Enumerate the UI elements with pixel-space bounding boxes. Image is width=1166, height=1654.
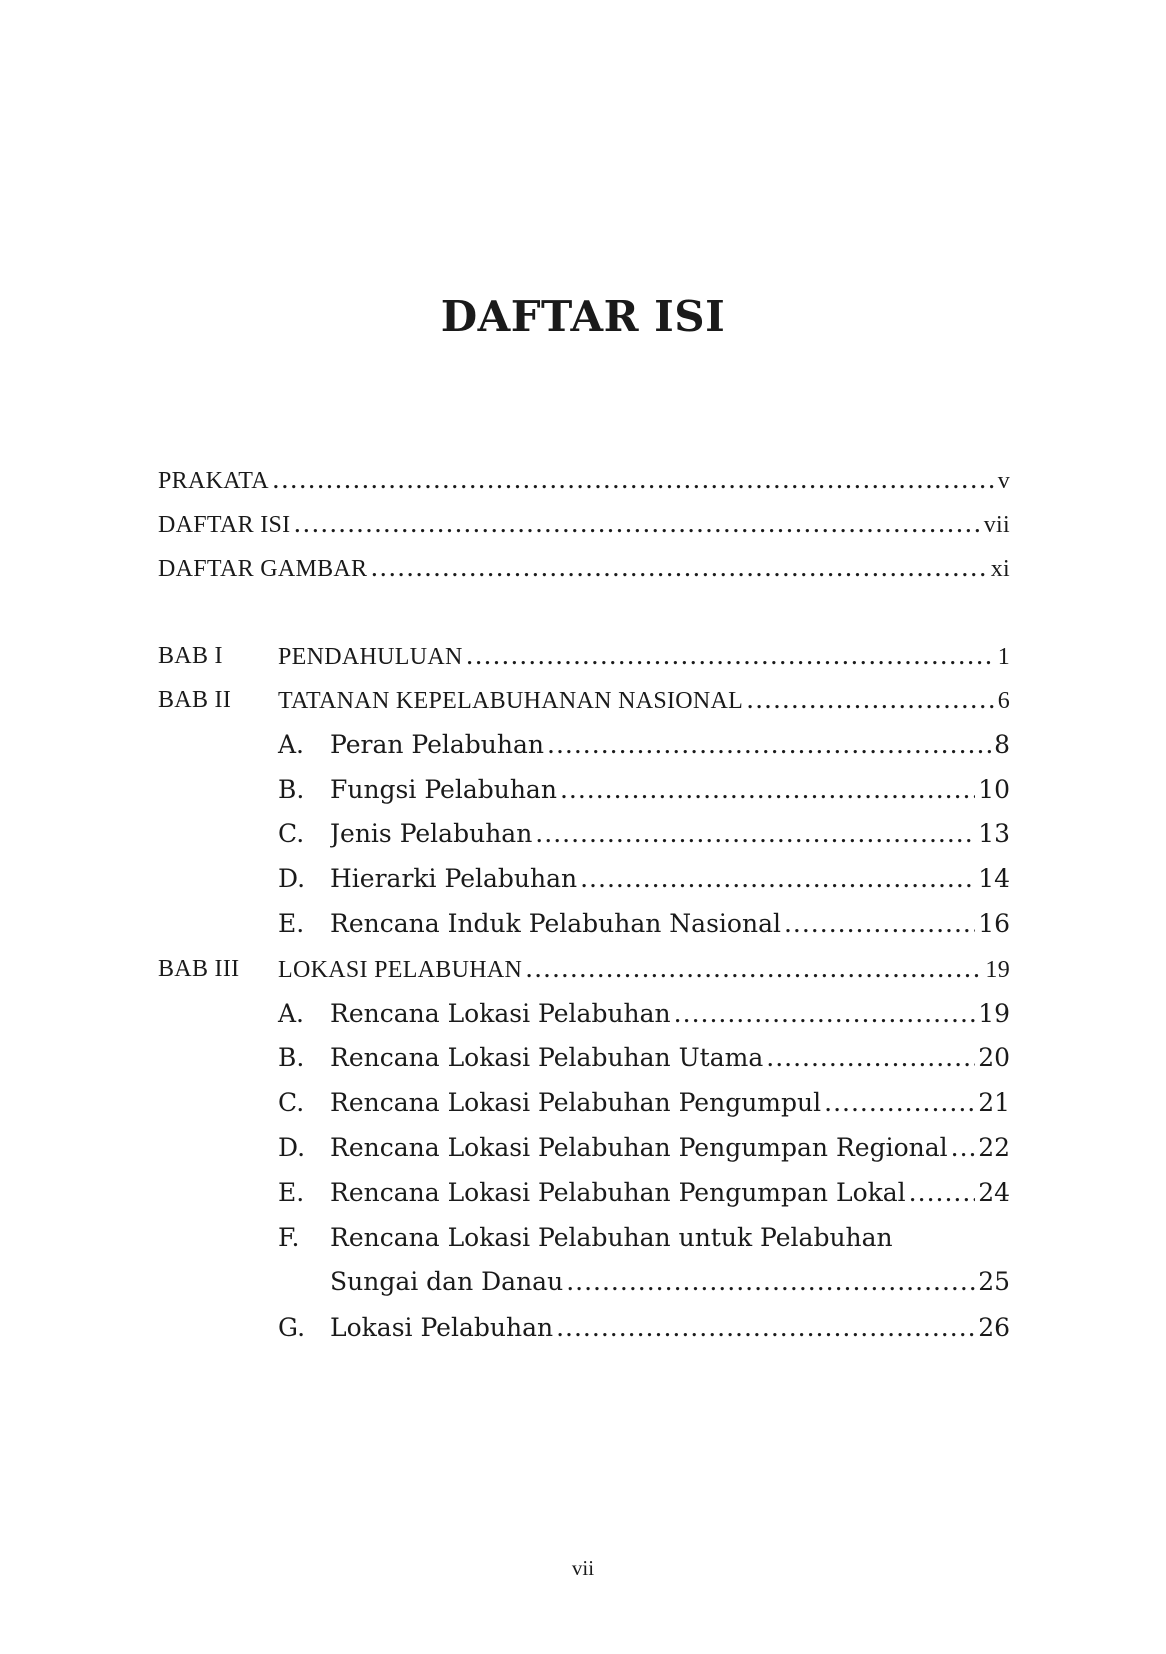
chapter-title: LOKASI PELABUHAN	[278, 957, 523, 983]
toc-section[interactable]	[158, 1173, 1010, 1213]
section-page: 8	[994, 730, 1010, 759]
dot-leader	[370, 548, 987, 588]
chapter-page: 6	[997, 688, 1010, 714]
section-title: Rencana Lokasi Pelabuhan Pengumpan Lokal	[330, 1178, 906, 1207]
section-title: Rencana Induk Pelabuhan Nasional	[330, 909, 781, 938]
toc-chapter-bab-i[interactable]	[158, 636, 1010, 676]
toc-section[interactable]	[158, 1128, 1010, 1168]
section-page: 13	[978, 819, 1010, 848]
section-page: 25	[978, 1267, 1010, 1296]
dot-leader	[766, 1038, 975, 1078]
section-letter: F.	[278, 1223, 300, 1252]
toc-section[interactable]	[158, 814, 1010, 854]
dot-leader	[566, 1262, 975, 1302]
toc-section[interactable]	[158, 1308, 1010, 1348]
toc-chapter-bab-iii[interactable]	[158, 949, 1010, 989]
section-title: Rencana Lokasi Pelabuhan Pengumpan Regional	[330, 1133, 948, 1162]
section-title: Jenis Pelabuhan	[330, 819, 533, 848]
dot-leader	[293, 504, 980, 544]
section-title: Hierarki Pelabuhan	[330, 864, 578, 893]
toc-entry-title: DAFTAR GAMBAR	[158, 556, 368, 582]
section-page: 22	[978, 1133, 1010, 1162]
toc-entry-page: xi	[990, 556, 1010, 582]
toc-entry-page: vii	[983, 512, 1010, 538]
dot-leader	[547, 725, 991, 765]
chapter-page: 1	[997, 644, 1010, 670]
section-title: Rencana Lokasi Pelabuhan untuk Pelabuhan	[330, 1223, 893, 1252]
section-page: 26	[978, 1313, 1010, 1342]
section-page: 16	[978, 909, 1010, 938]
chapter-title: TATANAN KEPELABUHANAN NASIONAL	[278, 688, 744, 714]
dot-leader	[535, 814, 975, 854]
dot-leader	[466, 636, 995, 676]
section-letter: A.	[278, 730, 305, 759]
dot-leader	[824, 1083, 975, 1123]
section-page: 10	[978, 775, 1010, 804]
section-title: Rencana Lokasi Pelabuhan	[330, 999, 671, 1028]
dot-leader	[560, 770, 975, 810]
dot-leader	[674, 994, 976, 1034]
toc-section[interactable]	[158, 859, 1010, 899]
section-title-continued: Sungai dan Danau	[330, 1267, 564, 1296]
toc-entry-daftar-gambar[interactable]	[158, 548, 1010, 588]
section-letter: C.	[278, 819, 305, 848]
section-letter: G.	[278, 1313, 306, 1342]
section-page: 19	[978, 999, 1010, 1028]
toc-entry-prakata[interactable]	[158, 460, 1010, 500]
toc-section[interactable]	[158, 1038, 1010, 1078]
section-title: Rencana Lokasi Pelabuhan Pengumpul	[330, 1088, 822, 1117]
section-page: 14	[978, 864, 1010, 893]
toc-section[interactable]	[158, 1083, 1010, 1123]
toc-chapter-bab-ii[interactable]	[158, 680, 1010, 720]
section-letter: B.	[278, 775, 305, 804]
toc-entry-page: v	[997, 468, 1010, 494]
section-letter: E.	[278, 1178, 305, 1207]
section-letter: D.	[278, 864, 306, 893]
section-title: Peran Pelabuhan	[330, 730, 545, 759]
toc-section[interactable]	[158, 904, 1010, 944]
section-title: Lokasi Pelabuhan	[330, 1313, 554, 1342]
page-number: vii	[571, 1556, 595, 1580]
dot-leader	[784, 904, 975, 944]
section-letter: B.	[278, 1043, 305, 1072]
dot-leader	[272, 460, 995, 500]
section-letter: A.	[278, 999, 305, 1028]
toc-section[interactable]	[158, 1218, 1010, 1258]
section-page: 24	[978, 1178, 1010, 1207]
chapter-title: PENDAHULUAN	[278, 644, 463, 670]
dot-leader	[580, 859, 975, 899]
toc-section[interactable]	[158, 994, 1010, 1034]
section-page: 20	[978, 1043, 1010, 1072]
toc-entry-title: PRAKATA	[158, 468, 269, 494]
toc-section[interactable]	[158, 770, 1010, 810]
section-letter: D.	[278, 1133, 306, 1162]
toc-entry-daftar-isi[interactable]	[158, 504, 1010, 544]
toc-section-continued[interactable]	[158, 1262, 1010, 1302]
chapter-number: BAB I	[158, 643, 223, 669]
dot-leader	[525, 949, 982, 989]
chapter-number: BAB III	[158, 956, 240, 982]
dot-leader	[951, 1128, 976, 1168]
section-title: Rencana Lokasi Pelabuhan Utama	[330, 1043, 764, 1072]
section-letter: E.	[278, 909, 305, 938]
toc-section[interactable]	[158, 725, 1010, 765]
chapter-number: BAB II	[158, 687, 232, 713]
section-title: Fungsi Pelabuhan	[330, 775, 557, 804]
chapter-page: 19	[985, 957, 1010, 983]
page-title: DAFTAR ISI	[440, 292, 726, 341]
dot-leader	[556, 1308, 975, 1348]
dot-leader	[909, 1173, 976, 1213]
section-letter: C.	[278, 1088, 305, 1117]
toc-entry-title: DAFTAR ISI	[158, 512, 291, 538]
section-page: 21	[978, 1088, 1010, 1117]
dot-leader	[746, 680, 995, 720]
